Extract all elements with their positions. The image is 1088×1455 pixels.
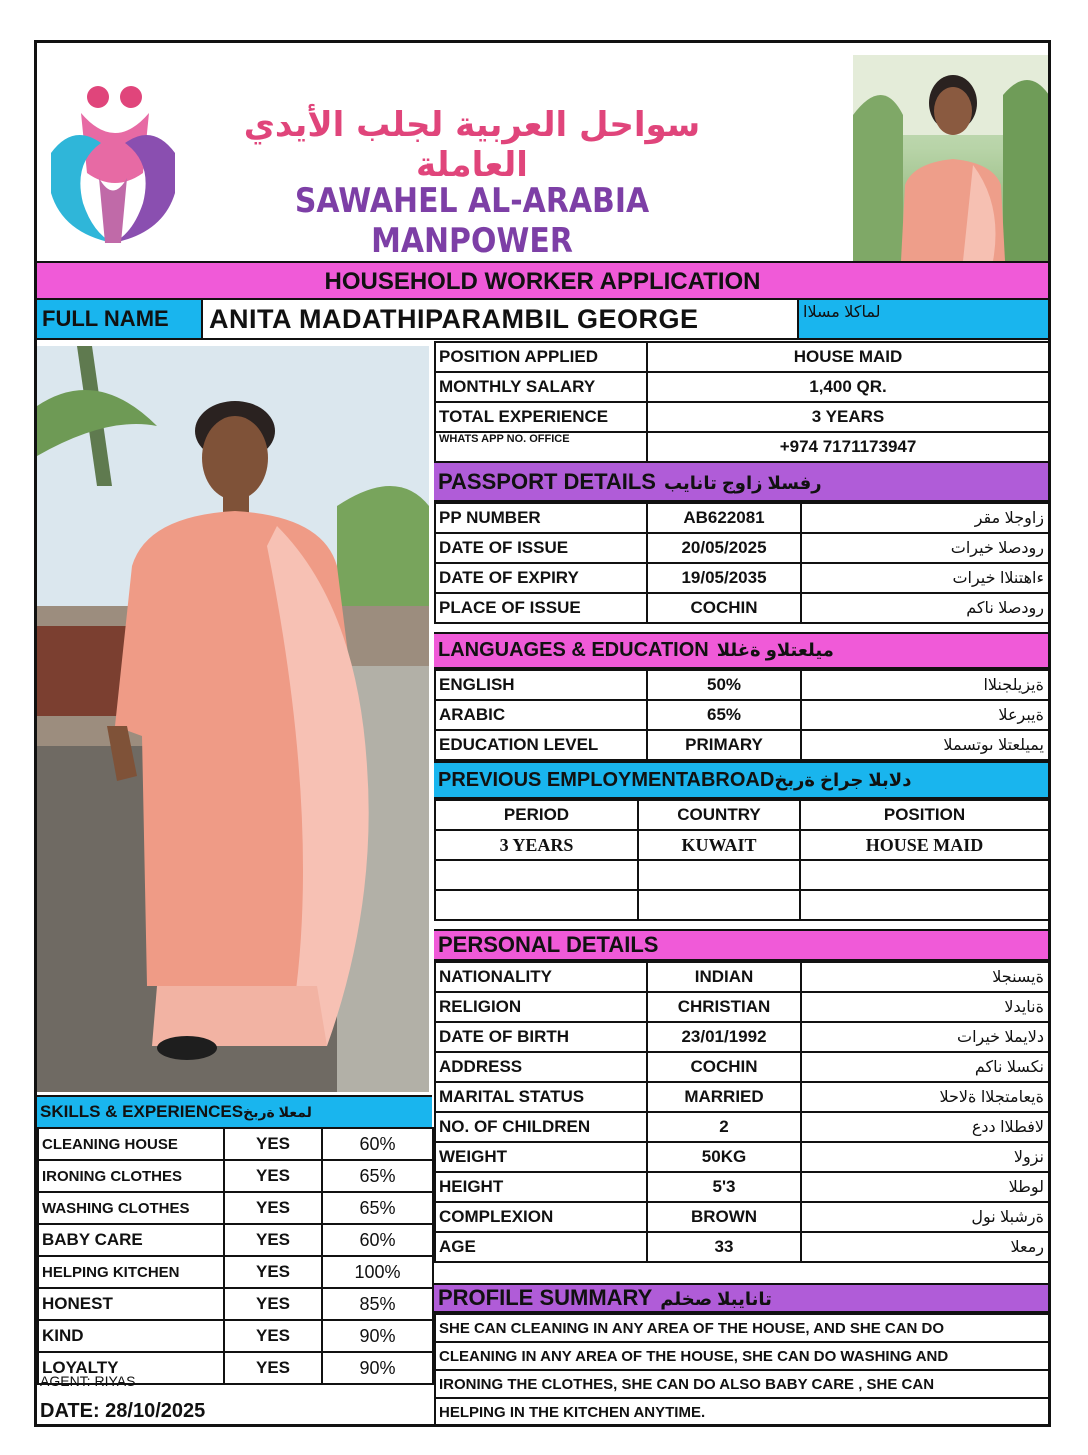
full-name-row bbox=[37, 300, 1048, 340]
applicant-photo bbox=[37, 346, 429, 1092]
children-arabic: لافطلاا ددع bbox=[801, 1112, 1049, 1142]
table-row bbox=[435, 1398, 1049, 1426]
arabic-arabic: ةيبرعلا bbox=[801, 700, 1049, 730]
skill-percent: 65% bbox=[322, 1192, 433, 1224]
skill-name: HONEST bbox=[38, 1288, 224, 1320]
skill-name: KIND bbox=[38, 1320, 224, 1352]
skill-percent: 90% bbox=[322, 1352, 433, 1384]
table-row bbox=[435, 992, 1049, 1022]
height-value: 5'3 bbox=[647, 1172, 801, 1202]
issue-place-value: COCHIN bbox=[647, 593, 801, 623]
skill-percent: 60% bbox=[322, 1224, 433, 1256]
table-row bbox=[435, 432, 1049, 462]
employment-section-title bbox=[434, 761, 1048, 799]
company-logo bbox=[43, 83, 183, 248]
table-row bbox=[435, 890, 1049, 920]
whatsapp-value: +974 7171173947 bbox=[647, 432, 1049, 462]
passport-table bbox=[434, 502, 1050, 624]
applicant-photo-small bbox=[853, 55, 1049, 261]
skill-answer: YES bbox=[224, 1224, 322, 1256]
skills-table bbox=[37, 1127, 434, 1385]
brand-english-name: SAWAHEL AL-ARABIA MANPOWER bbox=[294, 181, 650, 261]
religion-value: CHRISTIAN bbox=[647, 992, 801, 1022]
table-row bbox=[435, 1022, 1049, 1052]
pp-number-label: PP NUMBER bbox=[435, 503, 647, 533]
religion-arabic: ةنايدلا bbox=[801, 992, 1049, 1022]
pp-number-value: AB622081 bbox=[647, 503, 801, 533]
table-row bbox=[435, 1202, 1049, 1232]
education-label: EDUCATION LEVEL bbox=[435, 730, 647, 760]
summary-line: HELPING IN THE KITCHEN ANYTIME. bbox=[435, 1398, 1049, 1426]
table-row bbox=[435, 800, 1049, 830]
country-header: COUNTRY bbox=[638, 800, 800, 830]
table-row bbox=[435, 1052, 1049, 1082]
issue-date-label: DATE OF ISSUE bbox=[435, 533, 647, 563]
table-row bbox=[435, 1112, 1049, 1142]
full-name-label: FULL NAME bbox=[42, 306, 169, 331]
english-label: ENGLISH bbox=[435, 670, 647, 700]
nationality-label: NATIONALITY bbox=[435, 962, 647, 992]
personal-table bbox=[434, 961, 1050, 1263]
nationality-value: INDIAN bbox=[647, 962, 801, 992]
table-row bbox=[38, 1160, 433, 1192]
weight-arabic: نزولا bbox=[801, 1142, 1049, 1172]
form-title: HOUSEHOLD WORKER APPLICATION bbox=[37, 261, 1048, 300]
address-label: ADDRESS bbox=[435, 1052, 647, 1082]
application-form bbox=[34, 40, 1051, 1427]
education-arabic: يميلعتلا ىوتسملا bbox=[801, 730, 1049, 760]
position-applied-value: HOUSE MAID bbox=[647, 342, 1049, 372]
weight-label: WEIGHT bbox=[435, 1142, 647, 1172]
skills-section-title bbox=[37, 1095, 432, 1127]
arabic-label: ARABIC bbox=[435, 700, 647, 730]
skill-percent: 90% bbox=[322, 1320, 433, 1352]
languages-title-arabic: ميلعتلاو ةغللا bbox=[716, 640, 834, 660]
marital-value: MARRIED bbox=[647, 1082, 801, 1112]
brand-arabic-name: سواحل العربية لجلب الأيدي العاملة bbox=[243, 105, 701, 185]
languages-title: LANGUAGES & EDUCATION bbox=[438, 639, 709, 661]
summary-line: CLEANING IN ANY AREA OF THE HOUSE, SHE CAN DO WASHING AND bbox=[435, 1342, 1049, 1370]
monthly-salary-label: MONTHLY SALARY bbox=[435, 372, 647, 402]
personal-title: PERSONAL DETAILS bbox=[438, 932, 659, 957]
skill-name: BABY CARE bbox=[38, 1224, 224, 1256]
agent-name: AGENT: RIYAS bbox=[40, 1373, 136, 1389]
table-row bbox=[435, 402, 1049, 432]
table-row bbox=[38, 1288, 433, 1320]
period-header: PERIOD bbox=[435, 800, 638, 830]
children-value: 2 bbox=[647, 1112, 801, 1142]
table-row bbox=[435, 533, 1049, 563]
expiry-date-label: DATE OF EXPIRY bbox=[435, 563, 647, 593]
marital-arabic: ةيعامتجلاا ةلاحلا bbox=[801, 1082, 1049, 1112]
skill-percent: 65% bbox=[322, 1160, 433, 1192]
table-row bbox=[435, 503, 1049, 533]
skill-name: CLEANING HOUSE bbox=[38, 1128, 224, 1160]
table-row bbox=[435, 372, 1049, 402]
summary-line: IRONING THE CLOTHES, SHE CAN DO ALSO BABY CARE , SHE CAN bbox=[435, 1370, 1049, 1398]
summary-table bbox=[434, 1313, 1050, 1427]
table-row bbox=[38, 1320, 433, 1352]
employment-title: PREVIOUS EMPLOYMENTABROAD bbox=[438, 769, 775, 791]
skill-percent: 85% bbox=[322, 1288, 433, 1320]
skill-answer: YES bbox=[224, 1320, 322, 1352]
employment-position: HOUSE MAID bbox=[800, 830, 1049, 860]
issue-date-arabic: رودصلا خيرات bbox=[801, 533, 1049, 563]
skill-name: IRONING CLOTHES bbox=[38, 1160, 224, 1192]
table-row bbox=[435, 1370, 1049, 1398]
complexion-arabic: ةرشبلا نول bbox=[801, 1202, 1049, 1232]
weight-value: 50KG bbox=[647, 1142, 801, 1172]
table-row bbox=[435, 700, 1049, 730]
skill-percent: 100% bbox=[322, 1256, 433, 1288]
table-row bbox=[38, 1128, 433, 1160]
skill-answer: YES bbox=[224, 1352, 322, 1384]
marital-label: MARITAL STATUS bbox=[435, 1082, 647, 1112]
skill-answer: YES bbox=[224, 1192, 322, 1224]
table-row bbox=[435, 670, 1049, 700]
skill-answer: YES bbox=[224, 1288, 322, 1320]
height-arabic: لوطلا bbox=[801, 1172, 1049, 1202]
table-row bbox=[435, 860, 1049, 890]
whatsapp-label: WHATS APP NO. OFFICE bbox=[435, 432, 647, 462]
skill-name: WASHING CLOTHES bbox=[38, 1192, 224, 1224]
dob-label: DATE OF BIRTH bbox=[435, 1022, 647, 1052]
table-row bbox=[435, 730, 1049, 760]
position-header: POSITION bbox=[800, 800, 1049, 830]
children-label: NO. OF CHILDREN bbox=[435, 1112, 647, 1142]
table-row bbox=[435, 1142, 1049, 1172]
total-experience-label: TOTAL EXPERIENCE bbox=[435, 402, 647, 432]
summary-section-title bbox=[434, 1283, 1048, 1313]
pp-number-arabic: زاوجلا مقر bbox=[801, 503, 1049, 533]
religion-label: RELIGION bbox=[435, 992, 647, 1022]
skill-answer: YES bbox=[224, 1160, 322, 1192]
skill-name: LOYALTY bbox=[38, 1352, 224, 1384]
dob-arabic: دلايملا خيرات bbox=[801, 1022, 1049, 1052]
summary-title: PROFILE SUMMARY bbox=[438, 1285, 653, 1310]
issue-place-arabic: رودصلا ناكم bbox=[801, 593, 1049, 623]
table-row bbox=[435, 1172, 1049, 1202]
skills-title-arabic: لمعلا ةربخ bbox=[243, 1104, 312, 1120]
table-row bbox=[435, 342, 1049, 372]
nationality-arabic: ةيسنجلا bbox=[801, 962, 1049, 992]
skill-percent: 60% bbox=[322, 1128, 433, 1160]
address-arabic: نكسلا ناكم bbox=[801, 1052, 1049, 1082]
employment-title-arabic: دلابلا جراخ ةربخ bbox=[774, 770, 912, 790]
issue-place-label: PLACE OF ISSUE bbox=[435, 593, 647, 623]
table-row bbox=[435, 962, 1049, 992]
expiry-date-arabic: ءاهتنلاا خيرات bbox=[801, 563, 1049, 593]
full-name-label-arabic: لماكلا مسلاا bbox=[803, 304, 881, 321]
languages-section-title bbox=[434, 632, 1048, 669]
employment-table bbox=[434, 799, 1050, 921]
header bbox=[37, 43, 1048, 261]
languages-table bbox=[434, 669, 1050, 761]
summary-title-arabic: تانايبلا صخلم bbox=[660, 1289, 772, 1309]
monthly-salary-value: 1,400 QR. bbox=[647, 372, 1049, 402]
education-value: PRIMARY bbox=[647, 730, 801, 760]
arabic-value: 65% bbox=[647, 700, 801, 730]
table-row bbox=[435, 1232, 1049, 1262]
table-row bbox=[38, 1224, 433, 1256]
table-row bbox=[435, 1342, 1049, 1370]
table-row bbox=[435, 593, 1049, 623]
position-applied-label: POSITION APPLIED bbox=[435, 342, 647, 372]
personal-section-title bbox=[434, 929, 1048, 961]
skill-answer: YES bbox=[224, 1128, 322, 1160]
complexion-label: COMPLEXION bbox=[435, 1202, 647, 1232]
complexion-value: BROWN bbox=[647, 1202, 801, 1232]
summary-line: SHE CAN CLEANING IN ANY AREA OF THE HOUSE, AND SHE CAN DO bbox=[435, 1314, 1049, 1342]
passport-title: PASSPORT DETAILS bbox=[438, 469, 656, 494]
age-label: AGE bbox=[435, 1232, 647, 1262]
issue-date-value: 20/05/2025 bbox=[647, 533, 801, 563]
expiry-date-value: 19/05/2035 bbox=[647, 563, 801, 593]
table-row bbox=[38, 1256, 433, 1288]
height-label: HEIGHT bbox=[435, 1172, 647, 1202]
age-arabic: رمعلا bbox=[801, 1232, 1049, 1262]
table-row bbox=[38, 1192, 433, 1224]
total-experience-value: 3 YEARS bbox=[647, 402, 1049, 432]
address-value: COCHIN bbox=[647, 1052, 801, 1082]
table-row bbox=[435, 830, 1049, 860]
english-value: 50% bbox=[647, 670, 801, 700]
full-name-value: ANITA MADATHIPARAMBIL GEORGE bbox=[201, 300, 799, 338]
passport-title-arabic: رفسلا زاوج تانايب bbox=[663, 473, 822, 493]
age-value: 33 bbox=[647, 1232, 801, 1262]
employment-country: KUWAIT bbox=[638, 830, 800, 860]
table-row bbox=[435, 1314, 1049, 1342]
passport-section-title bbox=[434, 461, 1048, 502]
skill-name: HELPING KITCHEN bbox=[38, 1256, 224, 1288]
english-arabic: ةيزيلجنلاا bbox=[801, 670, 1049, 700]
dob-value: 23/01/1992 bbox=[647, 1022, 801, 1052]
table-row bbox=[435, 1082, 1049, 1112]
application-date: DATE: 28/10/2025 bbox=[40, 1400, 206, 1422]
table-row bbox=[435, 563, 1049, 593]
skills-title: SKILLS & EXPERIENCES bbox=[40, 1102, 244, 1121]
employment-period: 3 YEARS bbox=[435, 830, 638, 860]
job-details-table bbox=[434, 341, 1050, 463]
skill-answer: YES bbox=[224, 1256, 322, 1288]
